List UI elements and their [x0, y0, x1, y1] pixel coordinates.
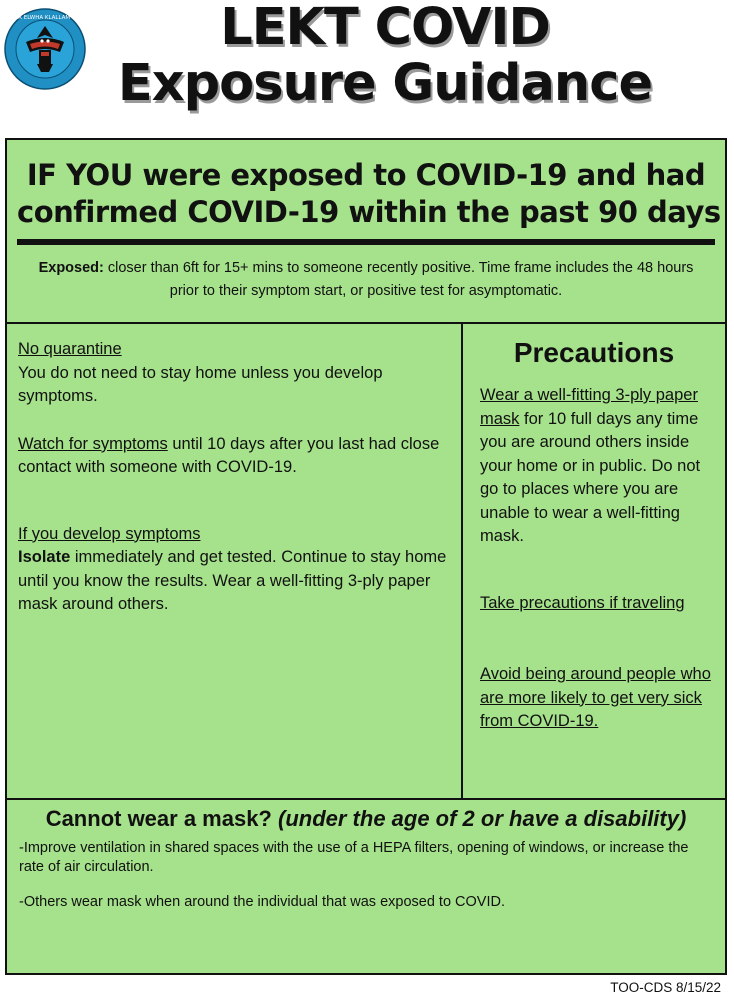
avoid-people-link[interactable]: Avoid being around people who are more likely to get very sick from COVID-19. — [480, 665, 711, 730]
cannot-wear-mask-panel — [5, 798, 727, 975]
mask-paragraph — [480, 384, 715, 549]
watch-symptoms-link[interactable]: Watch for symptoms — [18, 434, 168, 453]
title-line-2: Exposure Guidance — [117, 54, 653, 113]
isolate-paragraph — [18, 546, 451, 617]
isolate-term: Isolate — [18, 548, 71, 566]
title-line-1: LEKT COVID — [220, 0, 550, 57]
document-code: TOO-CDS 8/15/22 — [610, 980, 721, 995]
no-quarantine-text: You do not need to stay home unless you develop symptoms. — [18, 363, 383, 405]
develop-symptoms-heading: If you develop symptoms — [18, 524, 201, 543]
cannot-wear-mask-main: Cannot wear a mask? — [45, 806, 272, 831]
heading-line-1: IF YOU were exposed to COVID-19 and had — [26, 158, 706, 192]
precautions-panel — [461, 322, 727, 800]
ventilation-text: -Improve ventilation in shared spaces with the use of a HEPA filters, opening of windows, or increase the rate of air circulation. — [19, 840, 689, 875]
exposure-header-panel — [5, 138, 727, 324]
exposure-heading — [17, 157, 721, 231]
seal-graphic — [4, 8, 86, 90]
no-quarantine-heading: No quarantine — [18, 340, 122, 358]
svg-text:LOWER ELWHA KLALLAM TRIBE: LOWER ELWHA KLALLAM TRIBE — [4, 15, 86, 21]
page-title — [95, 0, 675, 112]
isolate-text: immediately and get tested. Continue to stay home until you know the results. Wear a well-fitting 3-ply paper mask around others. — [18, 548, 447, 613]
heading-line-2: confirmed COVID-19 within the past 90 days — [17, 195, 721, 229]
guidance-left-panel — [5, 322, 465, 800]
watch-symptoms-text: until 10 days after you last had close contact with someone with COVID-19. — [18, 434, 440, 476]
cannot-wear-mask-title — [7, 803, 725, 835]
tribe-seal-logo — [4, 8, 86, 90]
heading-divider — [17, 239, 715, 245]
precautions-title: Precautions — [513, 337, 675, 368]
mask-link[interactable]: Wear a well-fitting 3-ply paper mask — [480, 386, 698, 428]
exposed-term: Exposed: — [38, 260, 104, 276]
watch-symptoms-paragraph — [18, 433, 451, 480]
exposed-text: closer than 6ft for 15+ mins to someone recently positive. Time frame includes the 48 hours prior to their symptom start, or positive test for asymptomatic. — [103, 260, 694, 299]
exposed-definition — [25, 257, 707, 303]
mask-text: for 10 full days any time you are around others inside your home or in public. Do not go to places where you are unable to wear a well-fitting mask. — [480, 409, 701, 545]
others-mask-text: -Others wear mask when around the individual that was exposed to COVID. — [19, 894, 505, 910]
travel-link[interactable]: Take precautions if traveling — [480, 593, 685, 612]
cannot-wear-mask-qualifier: (under the age of 2 or have a disability) — [278, 806, 687, 831]
